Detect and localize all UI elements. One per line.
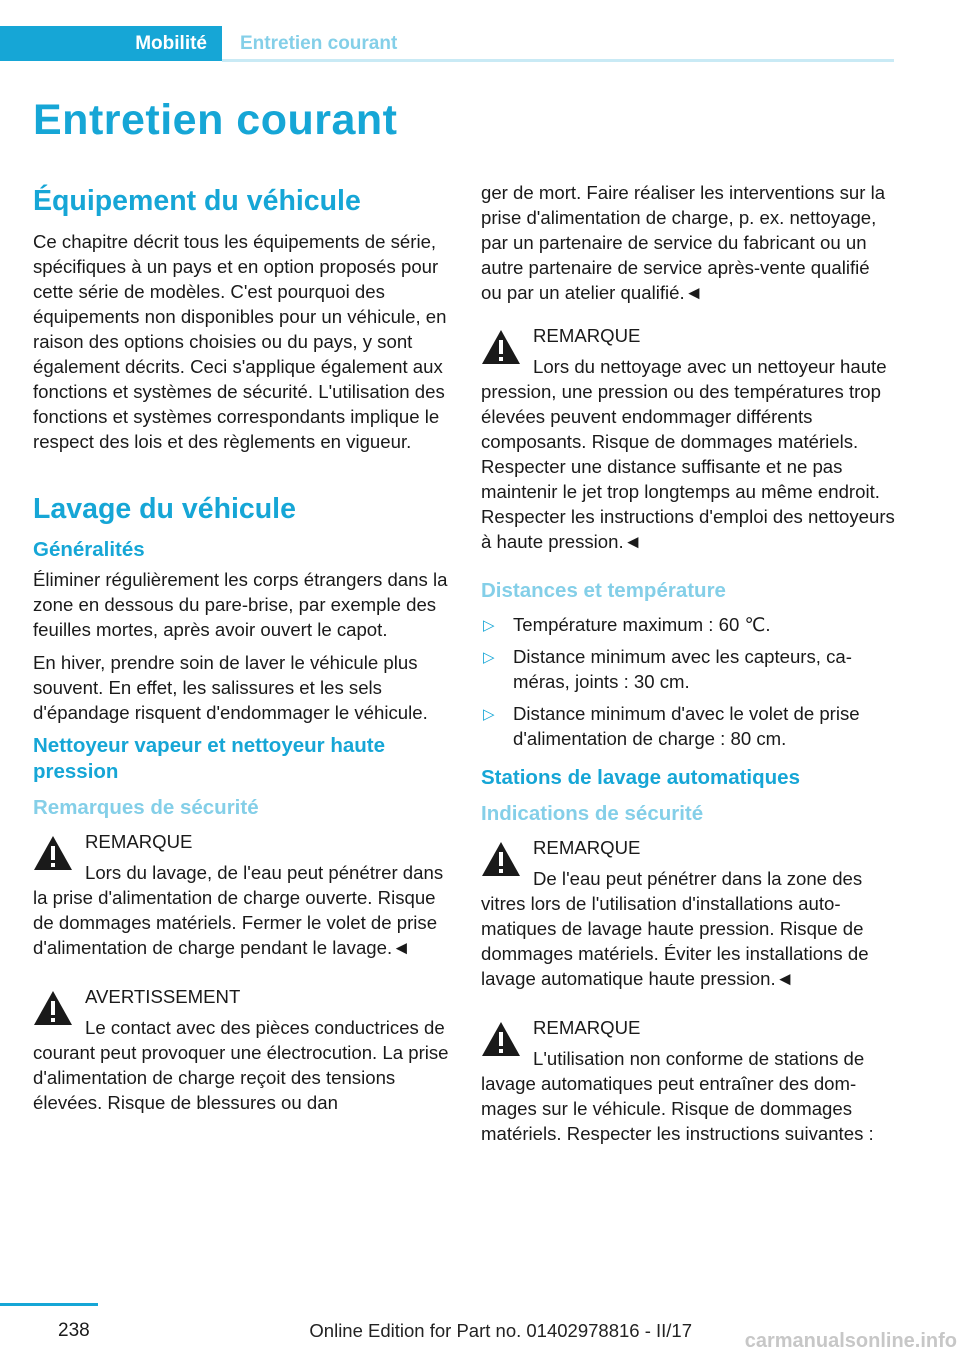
bullet-triangle-icon: ▷ (483, 617, 495, 634)
note-text: Le contact avec des pièces conductrices de courant peut provoquer une électrocution. La prise d'alimentation de charge reçoit des tensions élevées. Risque de blessures ou dan (33, 1017, 449, 1113)
section-tab: Mobilité (0, 26, 222, 61)
paragraph-continuation: ger de mort. Faire réaliser les interventions sur la prise d'alimentation de charge, p. ex. nettoyage, par un partenaire de service du fabricant ou un autre partenaire de service après-vente qualifié ou par un atelier qualifié.◄ (481, 182, 886, 303)
heading-distances: Distances et température (481, 579, 726, 602)
list-item: ▷ Température maximum : 60 ℃. (481, 612, 895, 637)
heading-lavage: Lavage du véhicule (33, 493, 296, 525)
warning-triangle-icon (33, 990, 73, 1026)
note-text: Lors du lavage, de l'eau peut pénétrer dans la prise d'alimentation de charge ouverte. Risque de dommages matériels. Fermer le volet de prise d'alimentation de charge pendant le lavage.◄ (33, 862, 444, 958)
paragraph-generalites-1: Éliminer régulièrement les corps étrangers dans la zone en dessous du pare-brise, par exemple des feuilles mortes, après avoir ouvert le capot. (33, 569, 448, 640)
list-item: ▷ Distance minimum d'avec le volet de prise d'alimentation de charge : 80 cm. (483, 703, 860, 749)
heading-equipement: Équipement du véhicule (33, 185, 361, 217)
bullet-triangle-icon: ▷ (483, 649, 495, 666)
header-rule (222, 59, 894, 62)
note-remarque-4 (481, 1015, 895, 1146)
heading-indications: Indications de sécurité (481, 802, 704, 825)
chapter-tab: Entretien courant (240, 33, 398, 54)
running-header (0, 0, 960, 64)
edition-line: Online Edition for Part no. 01402978816 - II/17 (309, 1320, 692, 1341)
note-remarque-3 (481, 835, 895, 991)
note-label: REMARQUE (533, 1017, 641, 1038)
footer-rule (0, 1303, 98, 1306)
warning-triangle-icon (481, 841, 521, 877)
note-avertissement (33, 984, 450, 1115)
note-label: REMARQUE (533, 837, 641, 858)
warning-triangle-icon (481, 1021, 521, 1057)
note-label: AVERTISSEMENT (85, 986, 241, 1007)
note-label: REMARQUE (533, 325, 641, 346)
warning-triangle-icon (33, 835, 73, 871)
heading-nettoyeur: Nettoyeur vapeur et nettoyeur haute pression (33, 734, 385, 783)
heading-generalites: Généralités (33, 538, 145, 561)
note-text: L'utilisation non conforme de stations de lavage automatiques peut entraîner des dommages sur le véhicule. Risque de dommages matériels. Respecter les instructions suivantes : (481, 1048, 874, 1144)
page-title: Entretien courant (33, 96, 398, 144)
note-text: Lors du nettoyage avec un nettoyeur haute pression, une pression ou des températures trop élevées peuvent endommager différents composants. Risque de dommages matériels. Respecter une distance suffisante et ne pas maintenir le jet trop longtemps au même endroit. Respecter les instructions d'emploi des nettoyeurs à haute pression.◄ (481, 356, 895, 552)
left-column (33, 180, 450, 1139)
paragraph-generalites-2: En hiver, prendre soin de laver le véhicule plus souvent. En effet, les salissures et les sels d'épandage risquent d'endommager le véhicule. (33, 652, 428, 723)
heading-remarques: Remarques de sécurité (33, 796, 259, 819)
heading-stations: Stations de lavage automatiques (481, 766, 800, 789)
bullet-list (481, 612, 895, 751)
right-column (481, 180, 895, 1170)
note-remarque-2 (481, 323, 895, 554)
note-label: REMARQUE (85, 831, 193, 852)
watermark: carmanualsonline.info (744, 1330, 957, 1352)
page-number: 238 (58, 1320, 90, 1341)
note-text: De l'eau peut pénétrer dans la zone des vitres lors de l'utilisation d'installations automatiques de lavage haute pression. Risque de dommages matériels. Éviter les installations de lavage automatique haute pression.◄ (481, 868, 869, 989)
bullet-triangle-icon: ▷ (483, 706, 495, 723)
paragraph-equipement: Ce chapitre décrit tous les équipements de série, spécifiques à un pays et en option proposés pour cette série de modèles. C'est pourquoi des équipements non disponibles pour un véhicule, en raison des options choisies ou du pays, y sont également décrits. Ceci s'applique également aux fonctions et systèmes de sécurité. L'utilisation des fonctions et systèmes correspondants implique le respect des lois et des règlements en vigueur. (33, 231, 447, 452)
warning-triangle-icon (481, 329, 521, 365)
note-remarque-1 (33, 829, 450, 960)
list-item: ▷ Distance minimum avec les capteurs, caméras, joints : 30 cm. (483, 646, 852, 692)
